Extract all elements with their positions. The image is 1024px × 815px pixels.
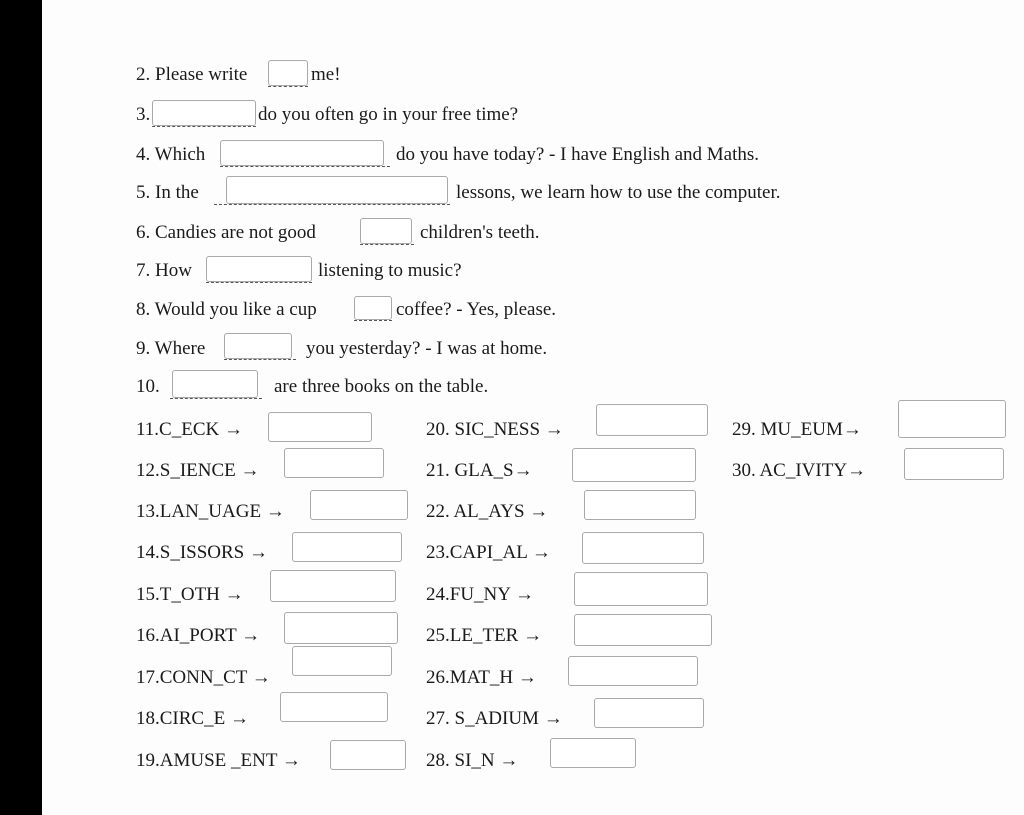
sentence-text: coffee? - Yes, please. (396, 299, 557, 320)
answer-box[interactable] (224, 333, 292, 359)
answer-underline (268, 86, 308, 87)
sentence-text: you yesterday? - I was at home. (306, 338, 548, 359)
answer-box-25[interactable] (574, 614, 712, 646)
word-item-16: 16.AI_PORT → (136, 625, 261, 646)
sentence-text: 10. (136, 376, 160, 397)
answer-box-16[interactable] (284, 612, 398, 644)
answer-box-19[interactable] (330, 740, 406, 770)
word-item-29: 29. MU_EUM→ (732, 419, 862, 440)
word-item-19: 19.AMUSE _ENT → (136, 750, 301, 771)
answer-box-14[interactable] (292, 532, 402, 562)
answer-box-18[interactable] (280, 692, 388, 722)
answer-box-26[interactable] (568, 656, 698, 686)
answer-box-17[interactable] (292, 646, 392, 676)
word-item-14: 14.S_ISSORS → (136, 542, 268, 563)
answer-underline (224, 359, 296, 360)
sentence-text: listening to music? (318, 260, 462, 281)
answer-box[interactable] (206, 256, 312, 282)
sentence-text: 5. In the (136, 182, 199, 203)
sentence-text: 6. Candies are not good (136, 222, 316, 243)
word-item-22: 22. AL_AYS → (426, 501, 549, 522)
answer-box-13[interactable] (310, 490, 408, 520)
answer-box-29[interactable] (898, 400, 1006, 438)
answer-underline (360, 244, 414, 245)
answer-box-12[interactable] (284, 448, 384, 478)
sentence-text: 7. How (136, 260, 192, 281)
word-item-18: 18.CIRC_E → (136, 708, 249, 729)
sentence-text: 4. Which (136, 144, 206, 165)
word-item-20: 20. SIC_NESS → (426, 419, 564, 440)
answer-box[interactable] (220, 140, 384, 166)
answer-box-21[interactable] (572, 448, 696, 482)
word-item-25: 25.LE_TER → (426, 625, 543, 646)
answer-box-27[interactable] (594, 698, 704, 728)
answer-box-15[interactable] (270, 570, 396, 602)
sentence-text: 9. Where (136, 338, 206, 359)
sentence-text: children's teeth. (420, 222, 540, 243)
answer-underline (152, 126, 256, 127)
word-item-26: 26.MAT_H → (426, 667, 537, 688)
answer-box[interactable] (354, 296, 392, 320)
left-black-margin (0, 0, 42, 815)
sentence-text: lessons, we learn how to use the computer. (456, 182, 781, 203)
sentence-text: do you have today? - I have English and Maths. (396, 144, 760, 165)
sentence-text: 2. Please write (136, 64, 248, 85)
word-item-24: 24.FU_NY → (426, 584, 535, 605)
word-item-23: 23.CAPI_AL → (426, 542, 551, 563)
answer-box-28[interactable] (550, 738, 636, 768)
answer-box-23[interactable] (582, 532, 704, 564)
word-item-17: 17.CONN_CT → (136, 667, 271, 688)
word-item-11: 11.C_ECK → (136, 419, 243, 440)
answer-box[interactable] (268, 60, 308, 86)
sentence-text: 3. (136, 104, 151, 125)
answer-box[interactable] (360, 218, 412, 244)
answer-underline (214, 204, 450, 205)
word-item-12: 12.S_IENCE → (136, 460, 260, 481)
word-item-28: 28. SI_N → (426, 750, 519, 771)
word-item-13: 13.LAN_UAGE → (136, 501, 285, 522)
answer-underline (170, 398, 262, 399)
answer-box-22[interactable] (584, 490, 696, 520)
sentence-text: 8. Would you like a cup (136, 299, 317, 320)
answer-box[interactable] (152, 100, 256, 126)
answer-box[interactable] (226, 176, 448, 204)
word-item-15: 15.T_OTH → (136, 584, 244, 605)
sentence-text: do you often go in your free time? (258, 104, 519, 125)
answer-box-24[interactable] (574, 572, 708, 606)
answer-box-20[interactable] (596, 404, 708, 436)
word-item-30: 30. AC_IVITY→ (732, 460, 867, 481)
answer-box-11[interactable] (268, 412, 372, 442)
answer-underline (354, 320, 392, 321)
answer-underline (220, 166, 390, 167)
sentence-text: me! (311, 64, 341, 85)
sentence-text: are three books on the table. (274, 376, 489, 397)
word-item-27: 27. S_ADIUM → (426, 708, 563, 729)
answer-box[interactable] (172, 370, 258, 398)
answer-underline (206, 282, 312, 283)
answer-box-30[interactable] (904, 448, 1004, 480)
word-item-21: 21. GLA_S→ (426, 460, 533, 481)
